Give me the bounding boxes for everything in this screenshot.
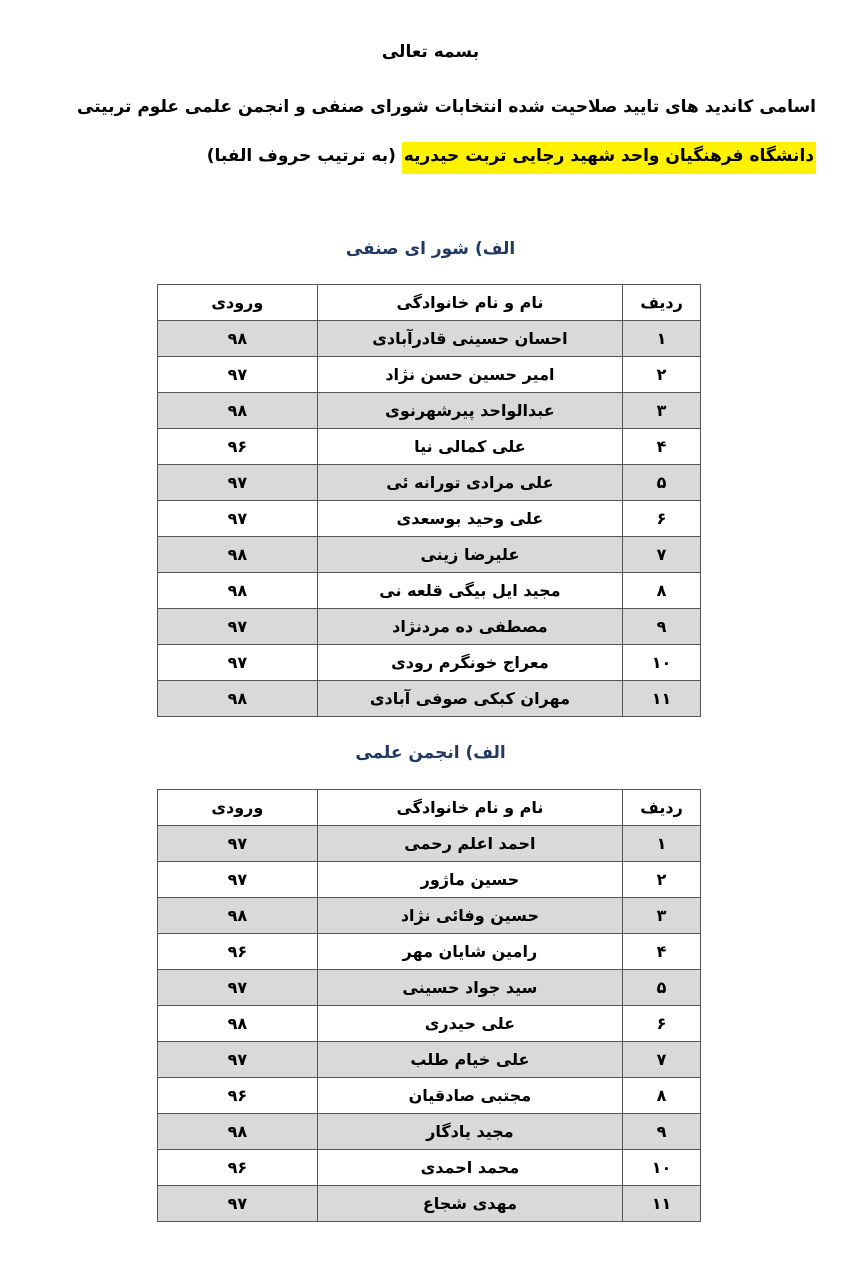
document-title-line1: اسامی کاندید های تایید صلاحیت شده انتخابات شورای صنفی و انجمن علمی علوم تربیتی: [77, 97, 816, 117]
table-row: [158, 501, 701, 537]
entry-year-cell: ۹۸: [158, 573, 318, 609]
table-row: [158, 357, 701, 393]
row-number-cell: ۹: [623, 1114, 701, 1150]
row-number-cell: ۱۱: [623, 681, 701, 717]
table-row: [158, 393, 701, 429]
candidate-name-cell: مجید یادگار: [317, 1114, 622, 1150]
table-row: [158, 465, 701, 501]
table-row: [158, 1006, 701, 1042]
row-number-cell: ۱۱: [623, 1186, 701, 1222]
entry-year-cell: ۹۷: [158, 357, 318, 393]
entry-year-cell: ۹۷: [158, 465, 318, 501]
entry-year-cell: ۹۷: [158, 1186, 318, 1222]
header-row-number: ردیف: [623, 285, 701, 321]
table-row: [158, 609, 701, 645]
table-row: [158, 321, 701, 357]
table-row: [158, 970, 701, 1006]
candidate-name-cell: معراج خونگرم رودی: [317, 645, 622, 681]
row-number-cell: ۳: [623, 898, 701, 934]
table-row: [158, 1186, 701, 1222]
entry-year-cell: ۹۸: [158, 393, 318, 429]
row-number-cell: ۴: [623, 934, 701, 970]
header-row-number: ردیف: [623, 790, 701, 826]
candidate-name-cell: احمد اعلم رحمی: [317, 826, 622, 862]
candidate-name-cell: علی حیدری: [317, 1006, 622, 1042]
table-row: [158, 573, 701, 609]
table-row: [158, 429, 701, 465]
row-number-cell: ۳: [623, 393, 701, 429]
candidate-name-cell: رامین شایان مهر: [317, 934, 622, 970]
candidate-name-cell: علی خیام طلب: [317, 1042, 622, 1078]
row-number-cell: ۶: [623, 501, 701, 537]
candidate-name-cell: سید جواد حسینی: [317, 970, 622, 1006]
row-number-cell: ۱: [623, 321, 701, 357]
row-number-cell: ۵: [623, 970, 701, 1006]
candidate-name-cell: مصطفی ده مردنژاد: [317, 609, 622, 645]
entry-year-cell: ۹۸: [158, 537, 318, 573]
candidate-name-cell: مهدی شجاع: [317, 1186, 622, 1222]
entry-year-cell: ۹۸: [158, 321, 318, 357]
table-row: [158, 681, 701, 717]
entry-year-cell: ۹۷: [158, 826, 318, 862]
entry-year-cell: ۹۸: [158, 1114, 318, 1150]
row-number-cell: ۱۰: [623, 645, 701, 681]
candidate-name-cell: عبدالواحد پیرشهرنوی: [317, 393, 622, 429]
candidate-name-cell: علی وحید بوسعدی: [317, 501, 622, 537]
candidate-name-cell: امیر حسین حسن نژاد: [317, 357, 622, 393]
candidate-name-cell: محمد احمدی: [317, 1150, 622, 1186]
table-row: [158, 537, 701, 573]
table-row: [158, 1150, 701, 1186]
sort-order-note: (به ترتیب حروف الفبا): [206, 146, 402, 166]
entry-year-cell: ۹۶: [158, 1150, 318, 1186]
entry-year-cell: ۹۶: [158, 1078, 318, 1114]
candidate-name-cell: علی کمالی نیا: [317, 429, 622, 465]
table-row: [158, 898, 701, 934]
council-candidates-table: [157, 284, 701, 717]
table-row: [158, 645, 701, 681]
row-number-cell: ۲: [623, 357, 701, 393]
entry-year-cell: ۹۷: [158, 970, 318, 1006]
candidate-name-cell: حسین ماژور: [317, 862, 622, 898]
entry-year-cell: ۹۸: [158, 681, 318, 717]
entry-year-cell: ۹۷: [158, 501, 318, 537]
row-number-cell: ۱: [623, 826, 701, 862]
section-title-scientific-association: الف) انجمن علمی: [355, 743, 506, 763]
entry-year-cell: ۹۶: [158, 934, 318, 970]
candidate-name-cell: علیرضا زینی: [317, 537, 622, 573]
candidate-name-cell: مجتبی صادقیان: [317, 1078, 622, 1114]
row-number-cell: ۵: [623, 465, 701, 501]
row-number-cell: ۶: [623, 1006, 701, 1042]
table-header-row: [158, 285, 701, 321]
candidate-name-cell: احسان حسینی قادرآبادی: [317, 321, 622, 357]
table-row: [158, 934, 701, 970]
association-candidates-table: [157, 789, 701, 1222]
entry-year-cell: ۹۷: [158, 1042, 318, 1078]
entry-year-cell: ۹۷: [158, 609, 318, 645]
table-row: [158, 1042, 701, 1078]
table-header-row: [158, 790, 701, 826]
header-full-name: نام و نام خانوادگی: [317, 790, 622, 826]
entry-year-cell: ۹۸: [158, 1006, 318, 1042]
header-entry-year: ورودی: [158, 790, 318, 826]
row-number-cell: ۷: [623, 537, 701, 573]
row-number-cell: ۹: [623, 609, 701, 645]
candidate-name-cell: حسین وفائی نژاد: [317, 898, 622, 934]
row-number-cell: ۱۰: [623, 1150, 701, 1186]
table-row: [158, 826, 701, 862]
entry-year-cell: ۹۷: [158, 645, 318, 681]
entry-year-cell: ۹۷: [158, 862, 318, 898]
document-title-line2: [45, 146, 816, 166]
table-row: [158, 1114, 701, 1150]
row-number-cell: ۴: [623, 429, 701, 465]
entry-year-cell: ۹۸: [158, 898, 318, 934]
section-title-council: الف) شور ای صنفی: [345, 239, 516, 259]
table-row: [158, 862, 701, 898]
bismillah-heading: بسمه تعالی: [381, 42, 480, 62]
highlighted-university-name: دانشگاه فرهنگیان واحد شهید رجایی تربت حیدریه: [402, 142, 816, 174]
candidate-name-cell: مهران کبکی صوفی آبادی: [317, 681, 622, 717]
entry-year-cell: ۹۶: [158, 429, 318, 465]
candidate-name-cell: مجید ایل بیگی قلعه نی: [317, 573, 622, 609]
row-number-cell: ۸: [623, 573, 701, 609]
row-number-cell: ۷: [623, 1042, 701, 1078]
row-number-cell: ۲: [623, 862, 701, 898]
header-entry-year: ورودی: [158, 285, 318, 321]
row-number-cell: ۸: [623, 1078, 701, 1114]
header-full-name: نام و نام خانوادگی: [317, 285, 622, 321]
table-row: [158, 1078, 701, 1114]
candidate-name-cell: علی مرادی تورانه ئی: [317, 465, 622, 501]
